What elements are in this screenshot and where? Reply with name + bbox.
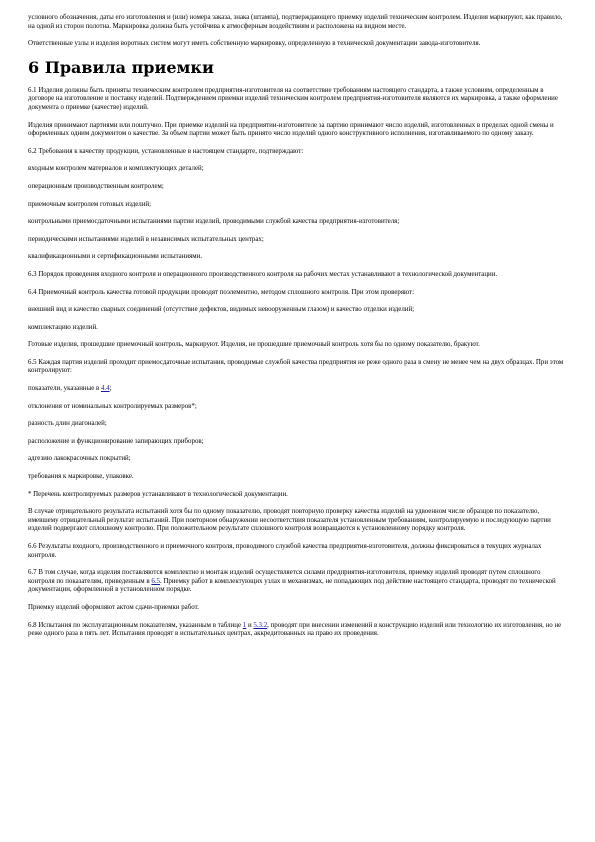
paragraph-6-1-batch: Изделия принимают партиями или поштучно. При приемке изделий на предприятии-изготовителе за партию принимают число изделий, изготовленных в пределах одной смены и оформленных одним документом о качестве. За объем партии может быть принято число изделий одного конструктивного исполнения, изготавливаемого по одному заказу. bbox=[28, 121, 554, 138]
paragraph-6-8-text: 6.8 Испытания по эксплуатационным показателям, указанным в таблице bbox=[28, 621, 243, 629]
list-item: контрольными приемосдаточными испытаниями партии изделий, проводимыми службой качества предприятия-изготовителя; bbox=[28, 218, 400, 226]
paragraph-6-6: 6.6 Результаты входного, производственного и приемочного контроля, проводимого службой качества предприятия-изготовителя, должны фиксироваться в текущих журналах контроля. bbox=[28, 543, 542, 559]
list-item: квалификационными и сертификационными испытаниями. bbox=[28, 253, 203, 261]
list-item: требования к маркировке, упаковке. bbox=[28, 473, 134, 481]
link-5-3-2[interactable]: 5.3.2 bbox=[253, 621, 268, 629]
paragraph-6-3: 6.3 Порядок проведения входного контроля и операционного производственного контроля на рабочих местах устанавливают в технологической документации. bbox=[28, 270, 498, 278]
list-item: операционным производственным контролем; bbox=[28, 182, 164, 190]
paragraph-6-7 bbox=[28, 569, 567, 595]
paragraph-acceptance-act: Приемку изделий оформляют актом сдачи-приемки работ. bbox=[28, 603, 199, 611]
paragraph-6-5: 6.5 Каждая партия изделий проходит приемосдаточные испытания, проводимые службой качества предприятия не реже одного раза в смену не менее чем на двух образцах. При этом контролируют: bbox=[28, 358, 564, 375]
link-table-1[interactable]: 1 bbox=[242, 621, 247, 629]
footnote: * Перечень контролируемых размеров устанавливают в технологической документации. bbox=[28, 490, 288, 498]
list-item: отклонения от номинальных контролируемых размеров*; bbox=[28, 402, 197, 410]
list-item bbox=[28, 385, 567, 394]
list-item: входным контролем материалов и комплектующих деталей; bbox=[28, 165, 204, 173]
link-6-5[interactable]: 6.5 bbox=[151, 577, 160, 585]
paragraph-6-1: 6.1 Изделия должны быть приняты техническим контролем предприятия-изготовителя на соответствие требованиям настоящего стандарта, а также условиям, определенным в договоре на изготовление и поставку изделий. Подтверждением приемки изделий техническим контролем предприятия-изготовителя являются их маркировка, а также оформление документа о приемке (качестве) изделий. bbox=[28, 86, 558, 111]
paragraph-6-8-and: и bbox=[246, 621, 254, 629]
paragraph-6-7-tail: . Приемку работ в комплектующих узлах и механизмах, не попадающих под действие настоящего стандарта, проводят по технической документации, оформленной в установленном порядке. bbox=[28, 577, 556, 594]
paragraph-6-4-result: Готовые изделия, прошедшие приемочный контроль, маркируют. Изделия, не прошедшие приемочный контроль хотя бы по одному показателю, бракуют. bbox=[28, 341, 480, 349]
paragraph-6-7-text: 6.7 В том случае, когда изделия поставляются комплектно и монтаж изделий осуществляется силами предприятия-изготовителя, приемку изделий проводят путем сплошного контроля по показателям, приведенным в bbox=[28, 569, 541, 585]
list-item-text: показатели, указанные в bbox=[28, 385, 101, 393]
list-item: разность длин диагоналей; bbox=[28, 420, 107, 428]
paragraph-6-8-tail: , проводят при внесении изменений в конструкцию изделий или технологию их изготовления, но не реже одного раза в пять лет. Испытания проводят в испытательных центрах, аккредитованных на право их проведения. bbox=[28, 621, 562, 638]
intro-paragraph-2: Ответственные узлы и изделия воротных систем могут иметь собственную маркировку, определенную в технической документации завода-изготовителя. bbox=[28, 40, 481, 48]
list-item: комплектацию изделий. bbox=[28, 323, 98, 331]
list-item: приемочным контролем готовых изделий; bbox=[28, 200, 151, 208]
section-title: 6 Правила приемки bbox=[28, 57, 214, 77]
list-item-tail: ; bbox=[109, 385, 112, 393]
list-item: внешний вид и качество сварных соединений (отсутствие дефектов, видимых невооруженным глазом) и качество отделки изделий; bbox=[28, 306, 415, 314]
paragraph-6-4: 6.4 Приемочный контроль качества готовой продукции проводят поэлементно, методом сплошного контроля. При этом проверяют: bbox=[28, 288, 414, 296]
link-4-4[interactable]: 4.4 bbox=[100, 385, 110, 393]
list-item: расположение и функционирование запирающих приборов; bbox=[28, 437, 204, 445]
list-item: адгезию лакокрасочных покрытий; bbox=[28, 455, 131, 463]
intro-paragraph-1: условного обозначения, даты его изготовления и (или) номера заказа, знака (штампа), подтверждающего приемку изделий техническим контролем. Изделия маркируют, как правило, на одной из сторон полотна. Маркировка должна быть устойчива к атмосферным воздействиям и расположена на видном месте. bbox=[28, 14, 563, 30]
list-item: периодическими испытаниями изделий в независимых испытательных центрах; bbox=[28, 235, 264, 243]
paragraph-6-8 bbox=[28, 622, 567, 639]
paragraph-6-2: 6.2 Требования к качеству продукции, установленные в настоящем стандарте, подтверждают: bbox=[28, 147, 304, 155]
paragraph-retest: В случае отрицательного результата испытаний хотя бы по одному показателю, проводят повторную проверку качества изделий на удвоенном числе образцов по показателю, имевшему отрицательный результат испытаний. При повторном обнаружении несоответствия показателя установленным требованиям, контролируемую и последующую партии изделий подвергают сплошному контролю. При положительном результате сплошного контроля возвращаются к установленному порядку контроля. bbox=[28, 508, 551, 533]
